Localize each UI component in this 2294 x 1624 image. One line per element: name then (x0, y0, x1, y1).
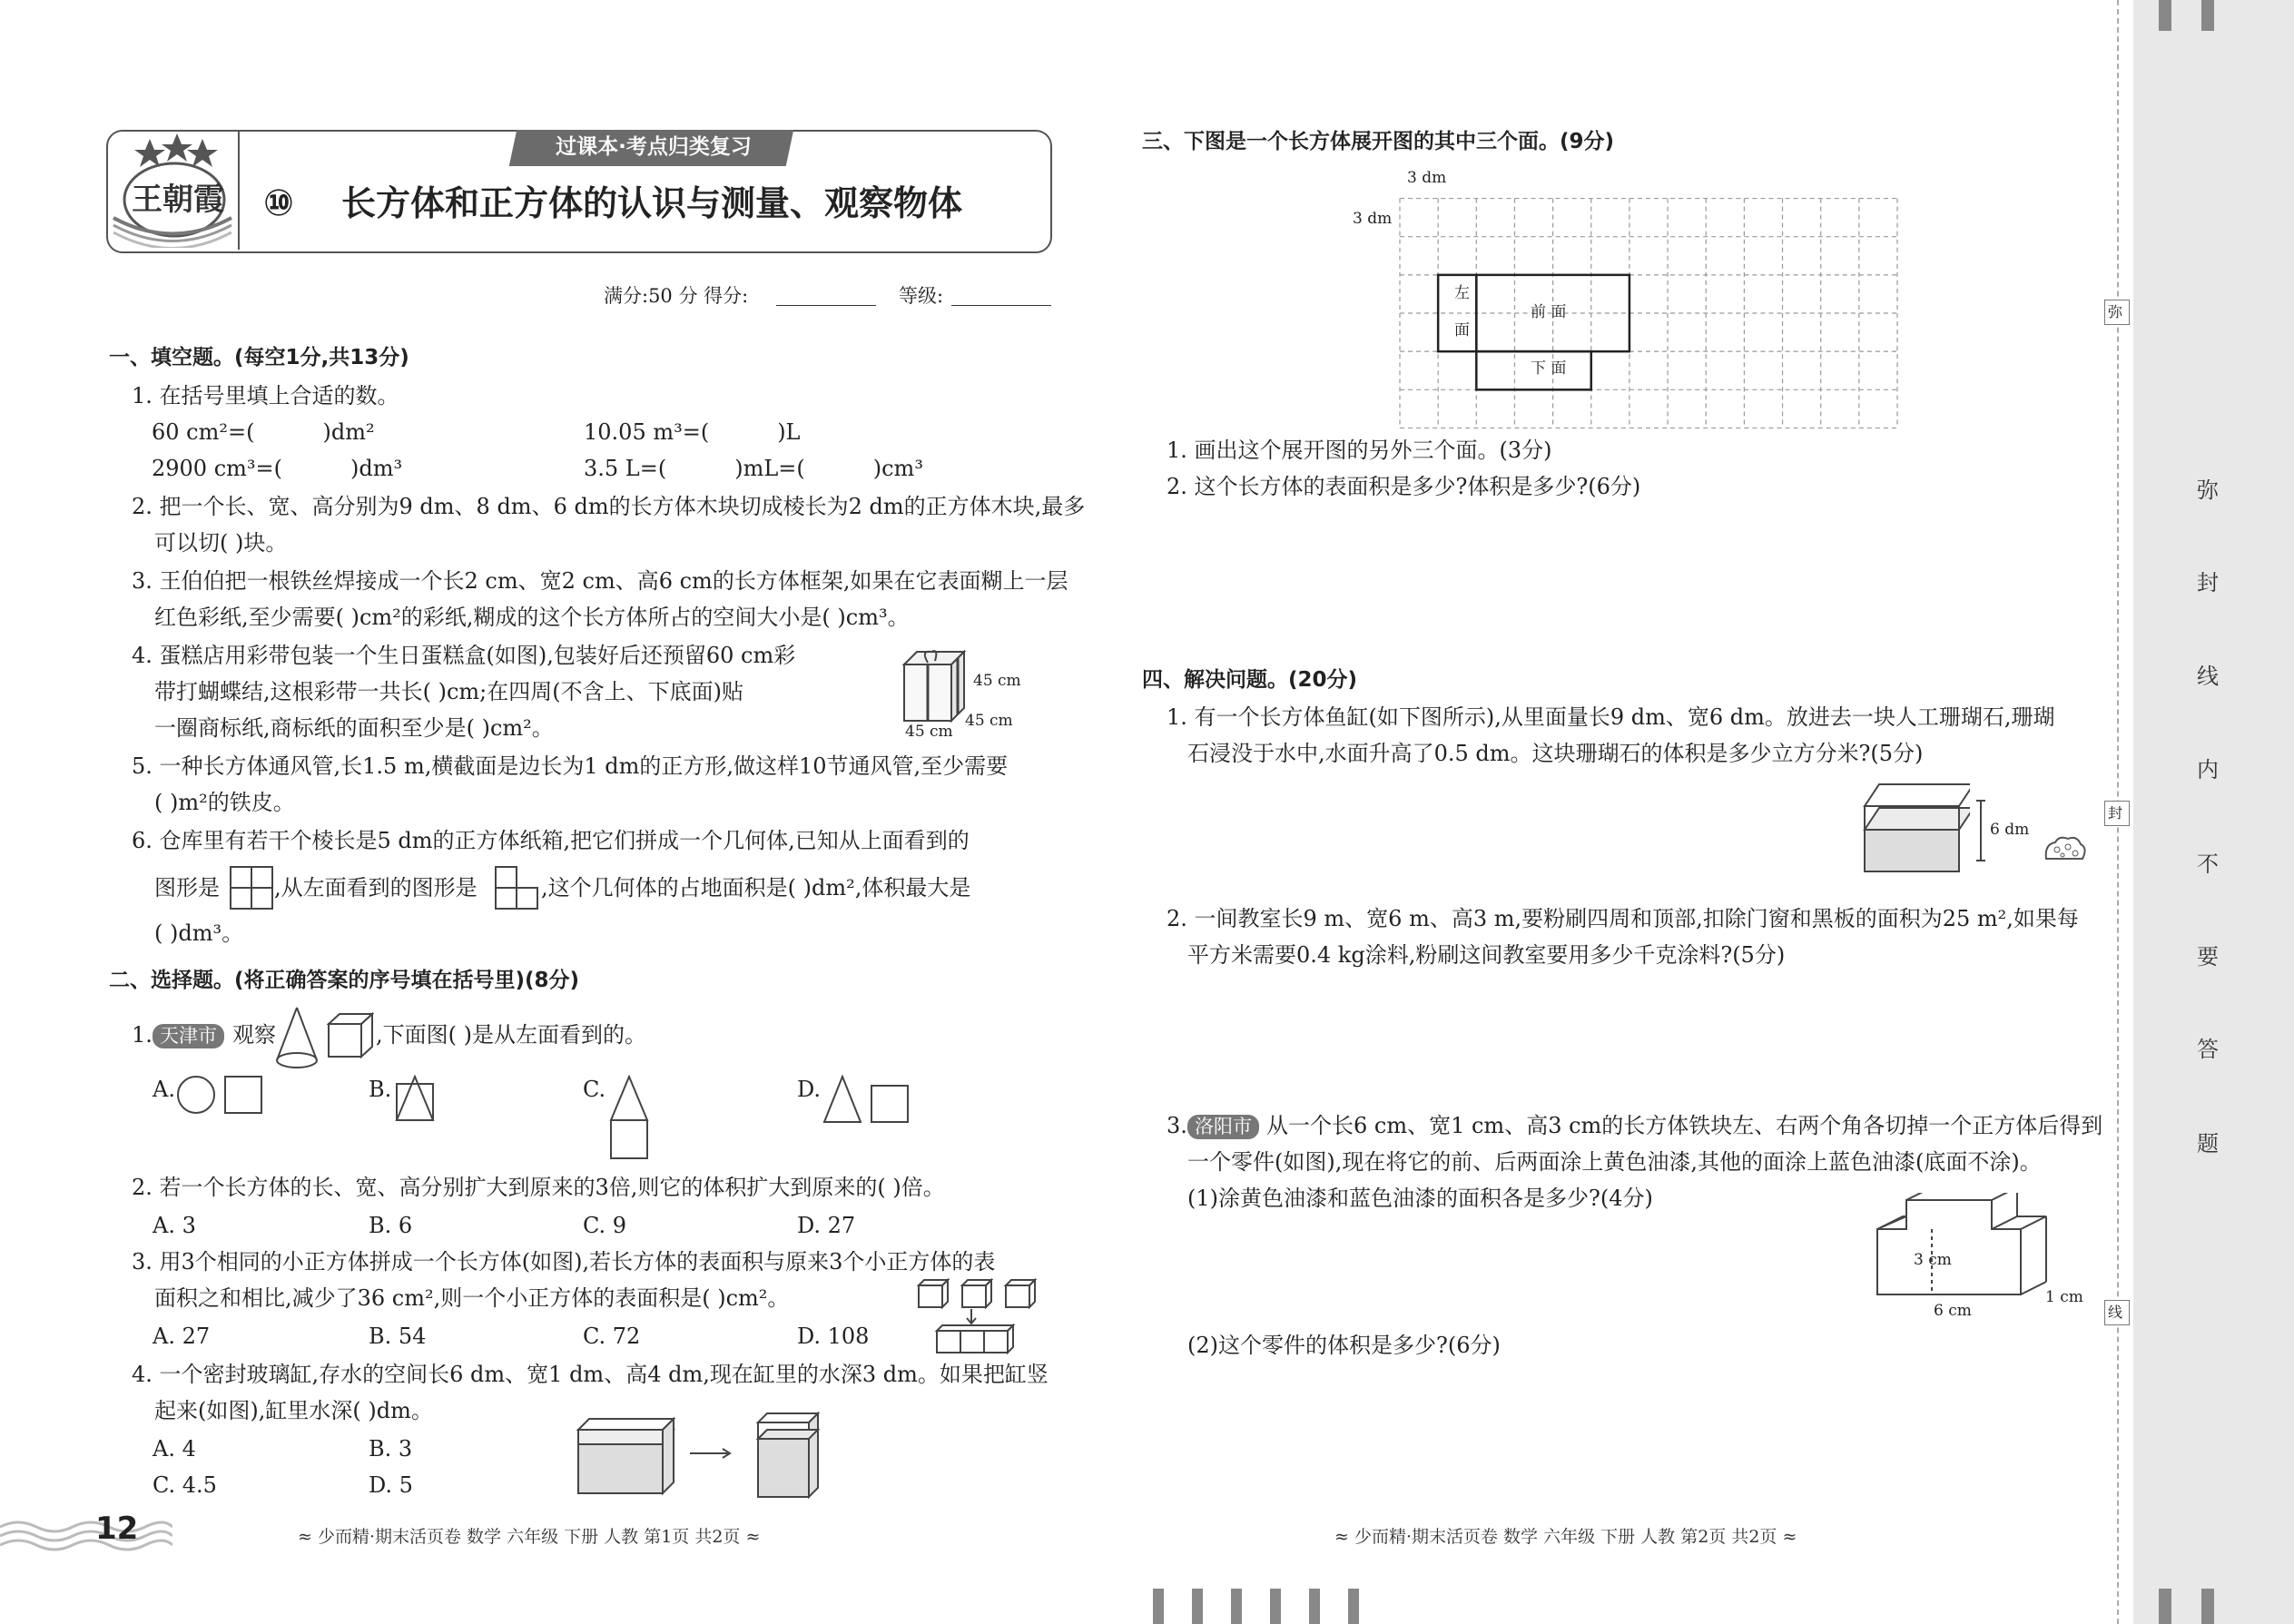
left-view-figure (494, 865, 539, 910)
s1-q4a: 4. 蛋糕店用彩带包装一个生日蛋糕盒(如图),包装好后还预留60 cm彩 (132, 643, 796, 668)
cake-box-figure (899, 646, 971, 728)
s1-q2a: 2. 把一个长、宽、高分别为9 dm、8 dm、6 dm的长方体木块切成棱长为2 dm的正方体木块,最多 (132, 494, 1086, 519)
footer-left: ≈ 少而精·期末活页卷 数学 六年级 下册 人教 第1页 共2页 ≈ (298, 1527, 761, 1547)
s1-q1c: 2900 cm³=( )dm³ (152, 456, 403, 481)
s2-q2-opt-d: D. 27 (797, 1213, 856, 1238)
option-c-figure (606, 1075, 652, 1162)
side-char-1: 弥 (2197, 477, 2219, 503)
binding-strip (2133, 0, 2294, 1624)
bar-t1 (2159, 0, 2171, 31)
dim-left: 3 dm (1353, 210, 1393, 228)
wave-decoration-left (0, 1516, 172, 1552)
aquarium-dim-line (1976, 799, 1985, 862)
s4-q1a: 1. 有一个长方体鱼缸(如下图所示),从里面量长9 dm、宽6 dm。放进去一块人工珊瑚石,珊瑚 (1167, 704, 2055, 730)
s2-q3-opt-a: A. 27 (153, 1324, 211, 1349)
aquarium-figure (1861, 779, 1970, 877)
top-view-figure (229, 865, 274, 910)
s2-q4b: 起来(如图),缸里水深( )dm。 (154, 1398, 433, 1423)
page-title: 长方体和正方体的认识与测量、观察物体 (341, 183, 963, 223)
s4-q3num: 3. (1167, 1113, 1187, 1138)
s2-q3-opt-b: B. 54 (369, 1324, 427, 1349)
s2-q2-opt-b: B. 6 (369, 1213, 413, 1238)
part-w: 6 cm (1934, 1302, 1972, 1320)
s4-q3a: 从一个长6 cm、宽1 cm、高3 cm的长方体铁块左、右两个角各切掉一个正方体后得到 (1266, 1113, 2103, 1138)
net-left-2: 面 (1454, 321, 1470, 340)
bar-b3 (1231, 1589, 1242, 1624)
net-bottom: 下 面 (1531, 359, 1567, 378)
cubes-figure (917, 1276, 1044, 1358)
side-char-3: 线 (2197, 664, 2219, 689)
cake-w-label: 45 cm (965, 712, 1013, 730)
grade-label: 等级: (899, 285, 944, 307)
s2-q1num: 1. (132, 1022, 153, 1048)
s1-q4c: 一圈商标纸,商标纸的面积至少是( )cm²。 (154, 715, 554, 741)
s4-q2b: 平方米需要0.4 kg涂料,粉刷这间教室要用多少千克涂料?(5分) (1187, 942, 1786, 968)
s4-q3b: 一个零件(如图),现在将它的前、后两面涂上黄色油漆,其他的面涂上蓝色油漆(底面不涂)。 (1187, 1149, 2042, 1175)
score-blank (776, 305, 876, 306)
s2-q4-opt-c: C. 4.5 (153, 1472, 217, 1498)
logo-text: 王朝霞 (132, 182, 224, 218)
bar-b6 (1348, 1589, 1359, 1624)
s3-q2: 2. 这个长方体的表面积是多少?体积是多少?(6分) (1167, 474, 1641, 499)
s1-q6b1: 图形是 (154, 875, 220, 901)
bar-b2 (1192, 1589, 1203, 1624)
s2-q3a: 3. 用3个相同的小正方体拼成一个长方体(如图),若长方体的表面积与原来3个小正方体的表 (132, 1249, 996, 1275)
page-number: 12 (95, 1511, 139, 1547)
bar-t2 (2201, 0, 2214, 31)
option-b-figure (392, 1075, 438, 1122)
side-char-8: 题 (2197, 1131, 2219, 1156)
opt-b-label: B. (369, 1077, 392, 1102)
part-figure (1874, 1193, 2073, 1302)
side-char-4: 内 (2197, 757, 2219, 782)
opt-a-label: A. (153, 1077, 175, 1102)
s3-q1: 1. 画出这个展开图的另外三个面。(3分) (1167, 438, 1552, 463)
s2-q4a: 4. 一个密封玻璃缸,存水的空间长6 dm、宽1 dm、高4 dm,现在缸里的水深3 dm。如果把缸竖 (132, 1362, 1049, 1387)
s1-q6c: ( )dm³。 (154, 920, 244, 946)
s2-q1a: 观察 (232, 1022, 276, 1048)
s2-q2: 2. 若一个长方体的长、宽、高分别扩大到原来的3倍,则它的体积扩大到原来的( )倍。 (132, 1175, 945, 1200)
s2-q3-opt-c: C. 72 (583, 1324, 641, 1349)
section-3-title: 三、下图是一个长方体展开图的其中三个面。(9分) (1142, 130, 1615, 153)
part-h: 3 cm (1914, 1251, 1952, 1269)
s1-q3b: 红色彩纸,至少需要( )cm²的彩纸,糊成的这个长方体所占的空间大小是( )cm³。 (154, 605, 910, 630)
bar-b4 (1270, 1589, 1281, 1624)
side-char-5: 不 (2197, 851, 2219, 877)
s4-q2a: 2. 一间教室长9 m、宽6 m、高3 m,要粉刷四周和顶部,扣除门窗和黑板的面积为25 m²,如果每 (1167, 906, 2079, 931)
seal-char-2: 封 (2108, 804, 2123, 822)
opt-c-label: C. (583, 1077, 606, 1102)
bar-b1 (1153, 1589, 1164, 1624)
s1-q1: 1. 在括号里填上合适的数。 (132, 383, 399, 408)
side-char-6: 要 (2197, 944, 2219, 969)
part-d: 1 cm (2045, 1288, 2083, 1306)
s1-q4b: 带打蝴蝶结,这根彩带一共长( )cm;在四周(不含上、下底面)贴 (154, 679, 743, 704)
net-left-1: 左 (1454, 284, 1470, 302)
s1-q6a: 6. 仓库里有若干个棱长是5 dm的正方体纸箱,把它们拼成一个几何体,已知从上面看到的 (132, 828, 970, 853)
grade-blank (951, 305, 1051, 306)
net-front: 前 面 (1531, 303, 1567, 321)
s2-q3-opt-d: D. 108 (797, 1324, 870, 1349)
s2-q4-opt-a: A. 4 (153, 1436, 196, 1462)
section-2-title: 二、选择题。(将正确答案的序号填在括号里)(8分) (109, 969, 580, 992)
s1-q5a: 5. 一种长方体通风管,长1.5 m,横截面是边长为1 dm的正方形,做这样10节通风管,至少需要 (132, 753, 1009, 779)
s1-q6b2: ,从左面看到的图形是 (274, 875, 478, 901)
net-grid (1398, 194, 1897, 423)
bar-t3 (2159, 1589, 2171, 1624)
bar-t4 (2201, 1589, 2214, 1624)
s2-q4-opt-b: B. 3 (369, 1436, 413, 1462)
cake-h-label: 45 cm (973, 672, 1021, 690)
s2-q1b: ,下面图( )是从左面看到的。 (376, 1022, 646, 1048)
dim-top: 3 dm (1407, 169, 1447, 187)
s1-q1a: 60 cm²=( )dm² (152, 419, 375, 445)
header-number: ⑩ (263, 182, 294, 224)
score-line: 满分:50 分 得分: (604, 285, 749, 307)
section-1-title: 一、填空题。(每空1分,共13分) (109, 346, 409, 369)
s1-q1b: 10.05 m³=( )L (584, 419, 801, 445)
s2-q4-opt-d: D. 5 (369, 1472, 413, 1498)
header-divider (238, 132, 240, 250)
s4-q3tag: 洛阳市 (1187, 1111, 1259, 1140)
header-tag-text: 过课本·考点归类复习 (556, 135, 752, 159)
tank-figure (574, 1403, 828, 1501)
s1-q3a: 3. 王伯伯把一根铁丝焊接成一个长2 cm、宽2 cm、高6 cm的长方体框架,如果在它表面糊上一层 (132, 568, 1068, 594)
side-char-7: 答 (2197, 1037, 2219, 1062)
s4-q1b: 石浸没于水中,水面升高了0.5 dm。这块珊瑚石的体积是多少立方分米?(5分) (1187, 741, 1924, 766)
bar-b5 (1309, 1589, 1320, 1624)
coral-icon (2043, 833, 2088, 864)
opt-d-label: D. (797, 1077, 822, 1102)
option-d-figure (821, 1075, 911, 1126)
s2-q1tag: 天津市 (153, 1020, 224, 1049)
cone-figure (274, 1006, 320, 1071)
cake-l-label: 45 cm (905, 723, 953, 741)
section-4-title: 四、解决问题。(20分) (1142, 668, 1358, 692)
seal-char-1: 弥 (2108, 303, 2123, 320)
seal-char-3: 线 (2108, 1304, 2123, 1321)
aquarium-dim: 6 dm (1990, 821, 2030, 839)
option-a-figure (176, 1075, 267, 1117)
s2-q3b: 面积之和相比,减少了36 cm²,则一个小正方体的表面积是( )cm²。 (154, 1285, 790, 1311)
s4-q3c: (1)涂黄色油漆和蓝色油漆的面积各是多少?(4分) (1187, 1186, 1653, 1211)
s1-q1d: 3.5 L=( )mL=( )cm³ (584, 456, 923, 481)
footer-right: ≈ 少而精·期末活页卷 数学 六年级 下册 人教 第2页 共2页 ≈ (1334, 1527, 1797, 1547)
s1-q5b: ( )m²的铁皮。 (154, 790, 295, 815)
s1-q2b: 可以切( )块。 (154, 530, 288, 556)
cube-figure (327, 1011, 374, 1060)
side-char-2: 封 (2197, 570, 2219, 595)
s2-q2-opt-a: A. 3 (153, 1213, 196, 1238)
s2-q2-opt-c: C. 9 (583, 1213, 627, 1238)
s4-q3e: (2)这个零件的体积是多少?(6分) (1187, 1333, 1501, 1358)
s1-q6b3: ,这个几何体的占地面积是( )dm²,体积最大是 (541, 875, 971, 901)
